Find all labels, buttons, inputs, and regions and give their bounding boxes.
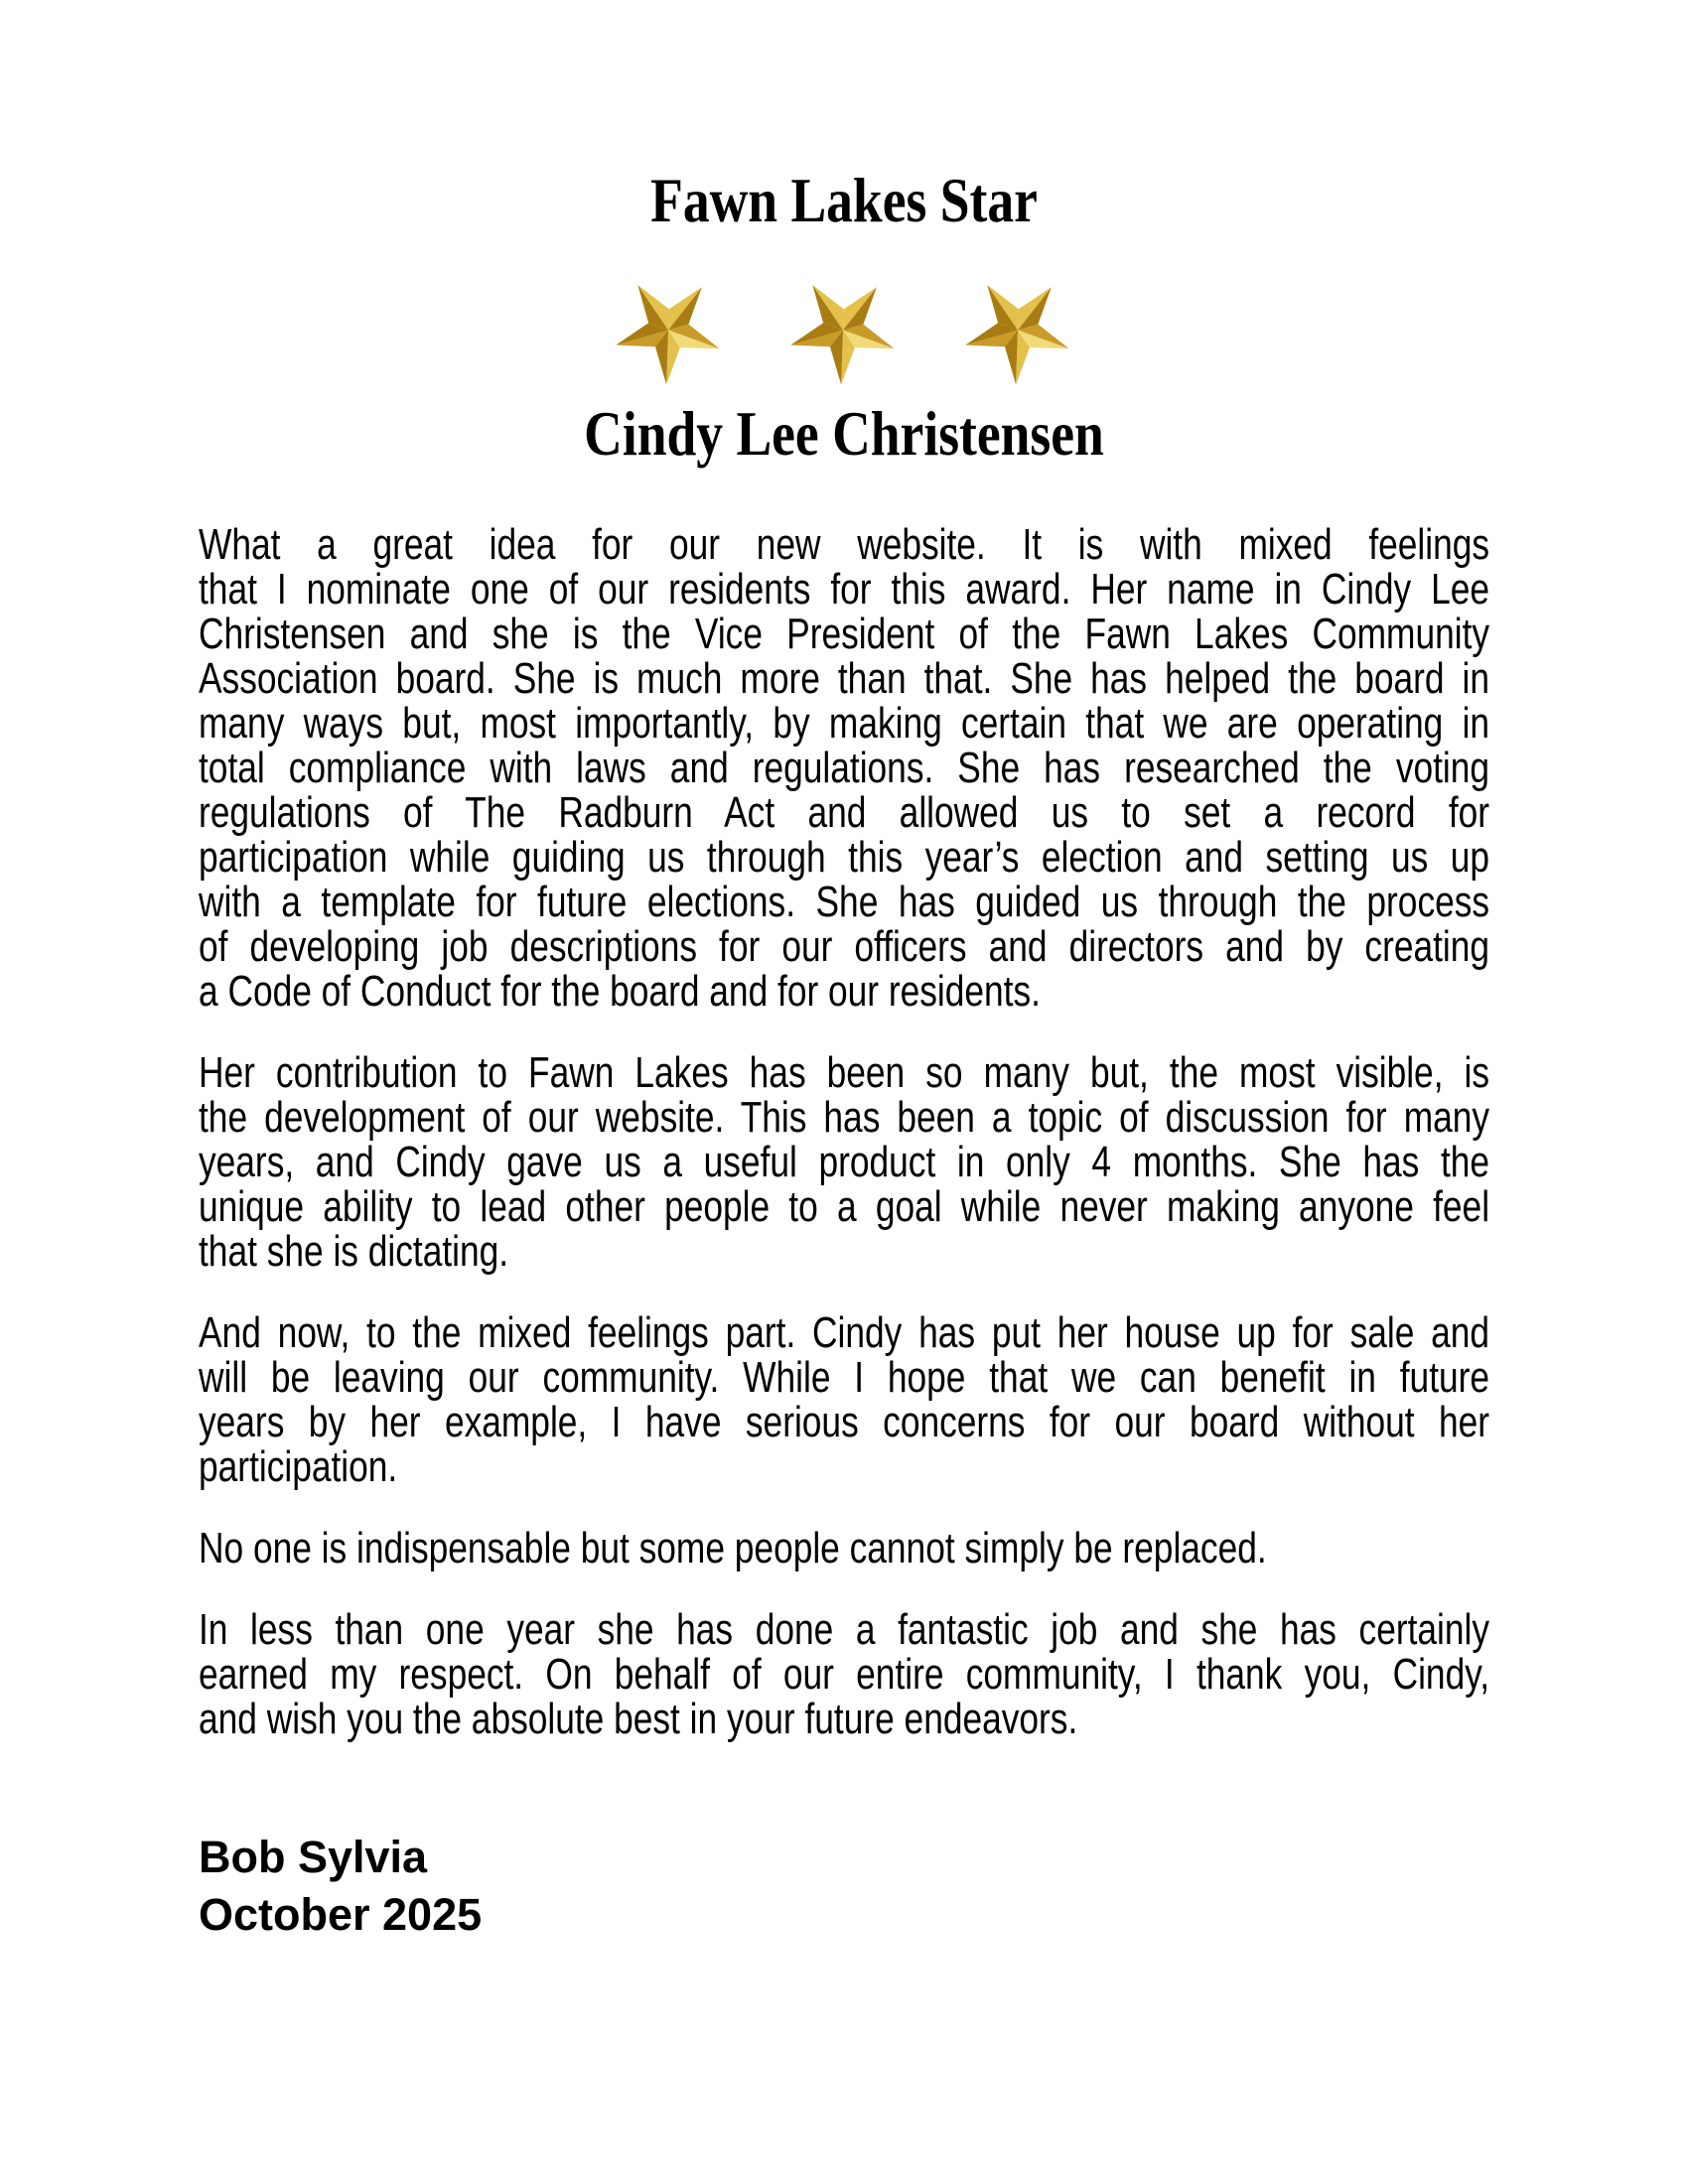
- text-line: a Code of Conduct for the board and for our residents.: [199, 967, 1041, 1016]
- newsletter-title: Fawn Lakes Star: [650, 166, 1038, 235]
- gold-star-icon: [790, 275, 898, 386]
- signature-name: Bob Sylvia: [199, 1832, 428, 1882]
- text-line: regulations of The Radburn Act and allowed us to set a record for: [199, 788, 1490, 837]
- signature-block: [199, 1829, 1688, 1944]
- gold-star-icon: [965, 275, 1072, 386]
- text-line: years by her example, I have serious concerns for our board without her: [199, 1398, 1490, 1446]
- signature-date: October 2025: [199, 1889, 483, 1940]
- paragraph-4: [199, 1526, 1489, 1570]
- text-line: Her contribution to Fawn Lakes has been so many but, the most visible, is: [199, 1048, 1490, 1097]
- text-line: Christensen and she is the Vice President of the Fawn Lakes Community: [199, 610, 1490, 658]
- body-paragraphs: [199, 522, 1489, 1741]
- text-line: many ways but, most importantly, by making certain that we are operating in: [199, 699, 1490, 748]
- text-line: of developing job descriptions for our officers and directors and by creating: [199, 922, 1490, 971]
- text-line: unique ability to lead other people to a goal while never making anyone feel: [199, 1182, 1490, 1231]
- stars-row: [0, 275, 1688, 386]
- paragraph-5: [199, 1607, 1489, 1741]
- text-line: that I nominate one of our residents for this award. Her name in Cindy Lee: [199, 565, 1490, 614]
- text-line: In less than one year she has done a fantastic job and she has certainly: [199, 1605, 1490, 1654]
- recipient-name: Cindy Lee Christensen: [584, 399, 1104, 469]
- text-line: that she is dictating.: [199, 1227, 509, 1276]
- gold-star-icon: [616, 275, 723, 386]
- paragraph-3: [199, 1310, 1489, 1489]
- paragraph-1: [199, 522, 1489, 1014]
- text-line: the development of our website. This has been a topic of discussion for many: [199, 1093, 1490, 1142]
- text-line: What a great idea for our new website. It is with mixed feelings: [199, 520, 1490, 569]
- text-line: and wish you the absolute best in your future endeavors.: [199, 1695, 1078, 1743]
- text-line: with a template for future elections. She has guided us through the process: [199, 878, 1490, 926]
- text-line: participation.: [199, 1442, 398, 1491]
- text-line: participation while guiding us through this year’s election and setting us up: [199, 833, 1490, 882]
- text-line: No one is indispensable but some people cannot simply be replaced.: [199, 1524, 1267, 1572]
- text-line: Association board. She is much more than that. She has helped the board in: [199, 654, 1490, 703]
- text-line: will be leaving our community. While I hope that we can benefit in future: [199, 1353, 1490, 1402]
- text-line: total compliance with laws and regulations. She has researched the voting: [199, 744, 1490, 792]
- text-line: years, and Cindy gave us a useful product in only 4 months. She has the: [199, 1138, 1490, 1186]
- paragraph-2: [199, 1050, 1489, 1274]
- text-line: earned my respect. On behalf of our entire community, I thank you, Cindy,: [199, 1650, 1490, 1699]
- text-line: And now, to the mixed feelings part. Cindy has put her house up for sale and: [199, 1308, 1490, 1357]
